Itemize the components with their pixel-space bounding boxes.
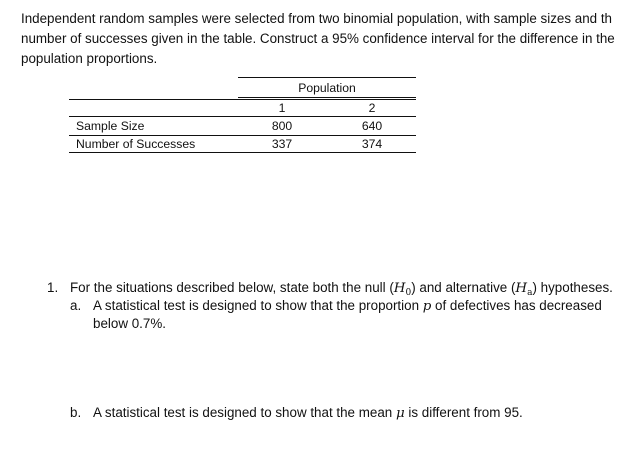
intro-line-1: Independent random samples were selected from two binomial population, with sample sizes and th [21, 11, 612, 26]
table-cell: 800 [271, 119, 293, 133]
table-col-header-1: 1 [278, 101, 286, 115]
table-group-top-rule [238, 77, 416, 78]
alternative-hypothesis-symbol: $H_a$ [515, 281, 533, 298]
table-group-header: Population [298, 81, 356, 95]
part-b-letter: b. [70, 405, 82, 420]
intro-paragraph [21, 9, 617, 69]
intro-line-3: population proportions. [21, 51, 158, 66]
part-a-letter: a. [70, 298, 82, 313]
part-a-text [93, 296, 602, 316]
table-row-label: Sample Size [76, 119, 145, 133]
question-1-text-after: ) hypotheses. [532, 280, 613, 295]
question-1-number: 1. [47, 280, 59, 295]
table-bottom-rule [69, 152, 416, 153]
table-cell: 374 [361, 137, 383, 151]
table-group-bottom-rule [238, 97, 416, 98]
question-1-text-middle: ) and alternative ( [411, 280, 516, 295]
table-top-rule [69, 99, 416, 100]
part-a-line1-after: of defectives has decreased [431, 298, 602, 313]
table-header-rule [69, 116, 416, 117]
variable-mu: μ [395, 406, 405, 421]
question-1-text-before: For the situations described below, state both the null ( [70, 280, 394, 295]
intro-line-2: number of successes given in the table. Construct a 95% confidence interval for the difference in the [21, 31, 615, 46]
variable-p: p [422, 299, 432, 314]
null-hypothesis-symbol: $H_0$ [393, 281, 412, 298]
part-a-line1-before: A statistical test is designed to show that the proportion [93, 298, 423, 313]
table-cell: 337 [271, 137, 293, 151]
part-a-line2: below 0.7%. [93, 316, 166, 331]
table-cell: 640 [361, 119, 383, 133]
part-b-text [93, 403, 523, 423]
part-b-text-before: A statistical test is designed to show that the mean [93, 405, 396, 420]
table-row-label: Number of Successes [76, 137, 196, 151]
table-row-rule [69, 135, 416, 136]
part-b-text-after: is different from 95. [404, 405, 523, 420]
table-col-header-2: 2 [368, 101, 376, 115]
